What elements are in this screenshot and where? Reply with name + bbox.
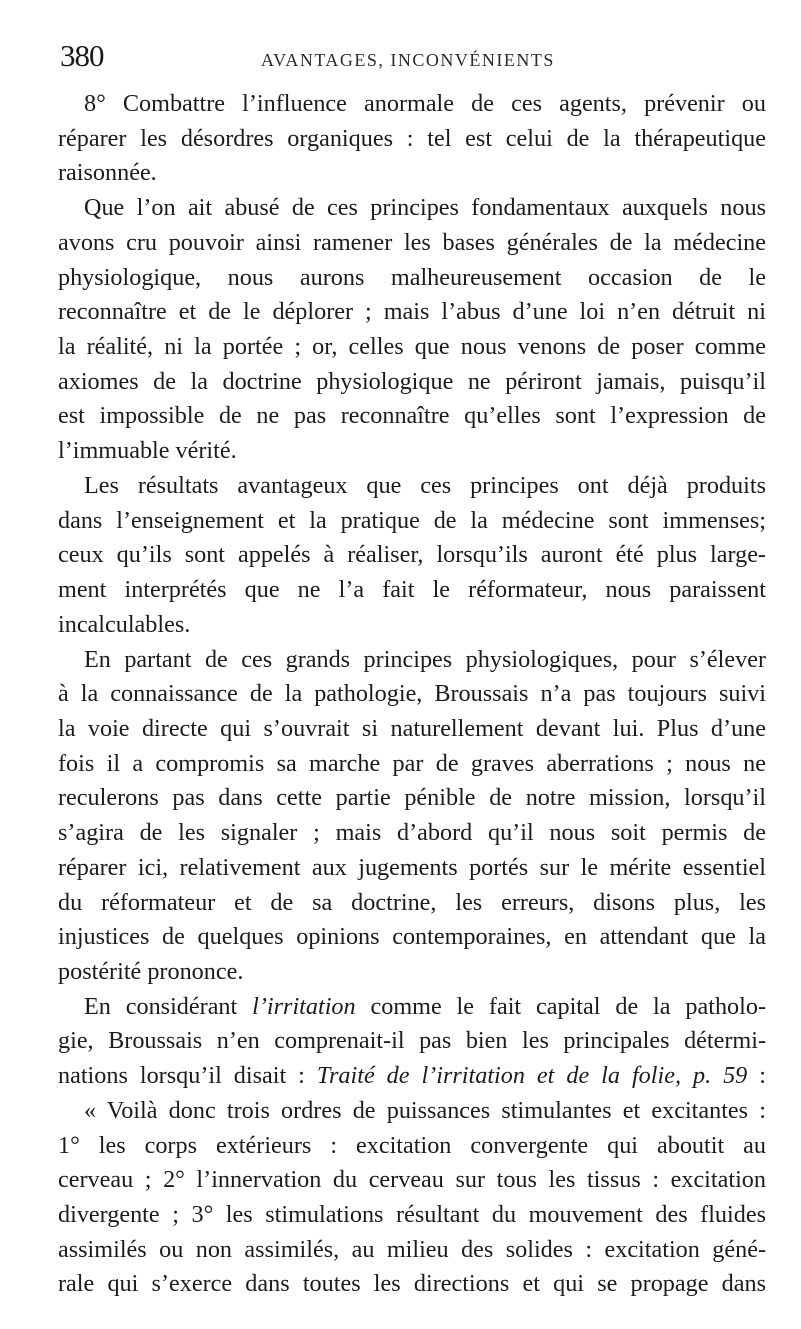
- text-line: l’immuable vérité.: [58, 437, 237, 465]
- running-head: AVANTAGES, INCONVÉNIENTS: [261, 50, 555, 70]
- text-line: la réalité, ni la portée ; or, celles que nous venons de poser comme: [58, 333, 766, 361]
- text-line: incalculables.: [58, 610, 191, 638]
- text-line: Que l’on ait abusé de ces principes fondamentaux auxquels nous: [84, 194, 766, 222]
- text-segment: comme le fait capital de la patholo-: [355, 992, 767, 1020]
- text-line: physiologique, nous aurons malheureusement occasion de le: [58, 263, 766, 291]
- text-line: injustices de quelques opinions contemporaines, en attendant que la: [58, 923, 766, 951]
- text-line: s’agira de les signaler ; mais d’abord qu’il nous soit permis de: [58, 819, 766, 847]
- text-line: à la connaissance de la pathologie, Broussais n’a pas toujours suivi: [58, 680, 766, 708]
- text-line: « Voilà donc trois ordres de puissances stimulantes et excitantes :: [84, 1096, 766, 1124]
- text-line: raisonnée.: [58, 159, 157, 187]
- text-line: cerveau ; 2° l’innervation du cerveau sur tous les tissus : excitation: [58, 1166, 766, 1194]
- italic-title: l’irritation: [252, 992, 356, 1020]
- text-line: assimilés ou non assimilés, au milieu des solides : excitation géné-: [58, 1235, 766, 1263]
- text-line: est impossible de ne pas reconnaître qu’elles sont l’expression de: [58, 402, 766, 430]
- text-segment: :: [747, 1062, 766, 1090]
- text-segment: nations lorsqu’il disait :: [58, 1062, 317, 1090]
- text-line: Les résultats avantageux que ces principes ont déjà produits: [84, 471, 766, 499]
- text-line: dans l’enseignement et la pratique de la médecine sont immenses;: [58, 506, 766, 534]
- page-number: 380: [60, 38, 104, 73]
- text-line: axiomes de la doctrine physiologique ne périront jamais, puisqu’il: [58, 367, 766, 395]
- text-line: postérité prononce.: [58, 957, 244, 985]
- text-line: [58, 1059, 766, 1094]
- text-line: fois il a compromis sa marche par de graves aberrations ; nous ne: [58, 749, 766, 777]
- italic-title: Traité de l’irritation et de la folie, p. 59: [316, 1062, 748, 1090]
- text-line: ment interprétés que ne l’a fait le réformateur, nous paraissent: [58, 576, 766, 604]
- text-line: gie, Broussais n’en comprenait-il pas bien les principales détermi-: [58, 1027, 766, 1055]
- text-line: réparer ici, relativement aux jugements portés sur le mérite essentiel: [58, 853, 766, 881]
- text-line: 8° Combattre l’influence anormale de ces agents, prévenir ou: [84, 90, 766, 117]
- text-line: ceux qu’ils sont appelés à réaliser, lorsqu’ils auront été plus large-: [58, 541, 766, 569]
- text-segment: En considérant: [84, 992, 253, 1020]
- page-header: [60, 40, 760, 80]
- text-line: rale qui s’exerce dans toutes les directions et qui se propage dans: [58, 1270, 766, 1298]
- text-line: reconnaître et de le déplorer ; mais l’abus d’une loi n’en détruit ni: [58, 298, 766, 326]
- text-line: du réformateur et de sa doctrine, les erreurs, disons plus, les: [58, 888, 766, 916]
- body-text: [58, 87, 766, 1302]
- text-line: [58, 990, 766, 1025]
- text-line: 1° les corps extérieurs : excitation convergente qui aboutit au: [58, 1131, 766, 1159]
- text-line: reculerons pas dans cette partie pénible de notre mission, lorsqu’il: [58, 784, 766, 812]
- text-line: réparer les désordres organiques : tel est celui de la thérapeutique: [58, 124, 766, 152]
- text-line: En partant de ces grands principes physiologiques, pour s’élever: [84, 645, 766, 673]
- text-line: divergente ; 3° les stimulations résultant du mouvement des fluides: [58, 1201, 766, 1228]
- text-line: la voie directe qui s’ouvrait si naturellement devant lui. Plus d’une: [58, 714, 766, 742]
- text-line: avons cru pouvoir ainsi ramener les bases générales de la médecine: [58, 228, 766, 256]
